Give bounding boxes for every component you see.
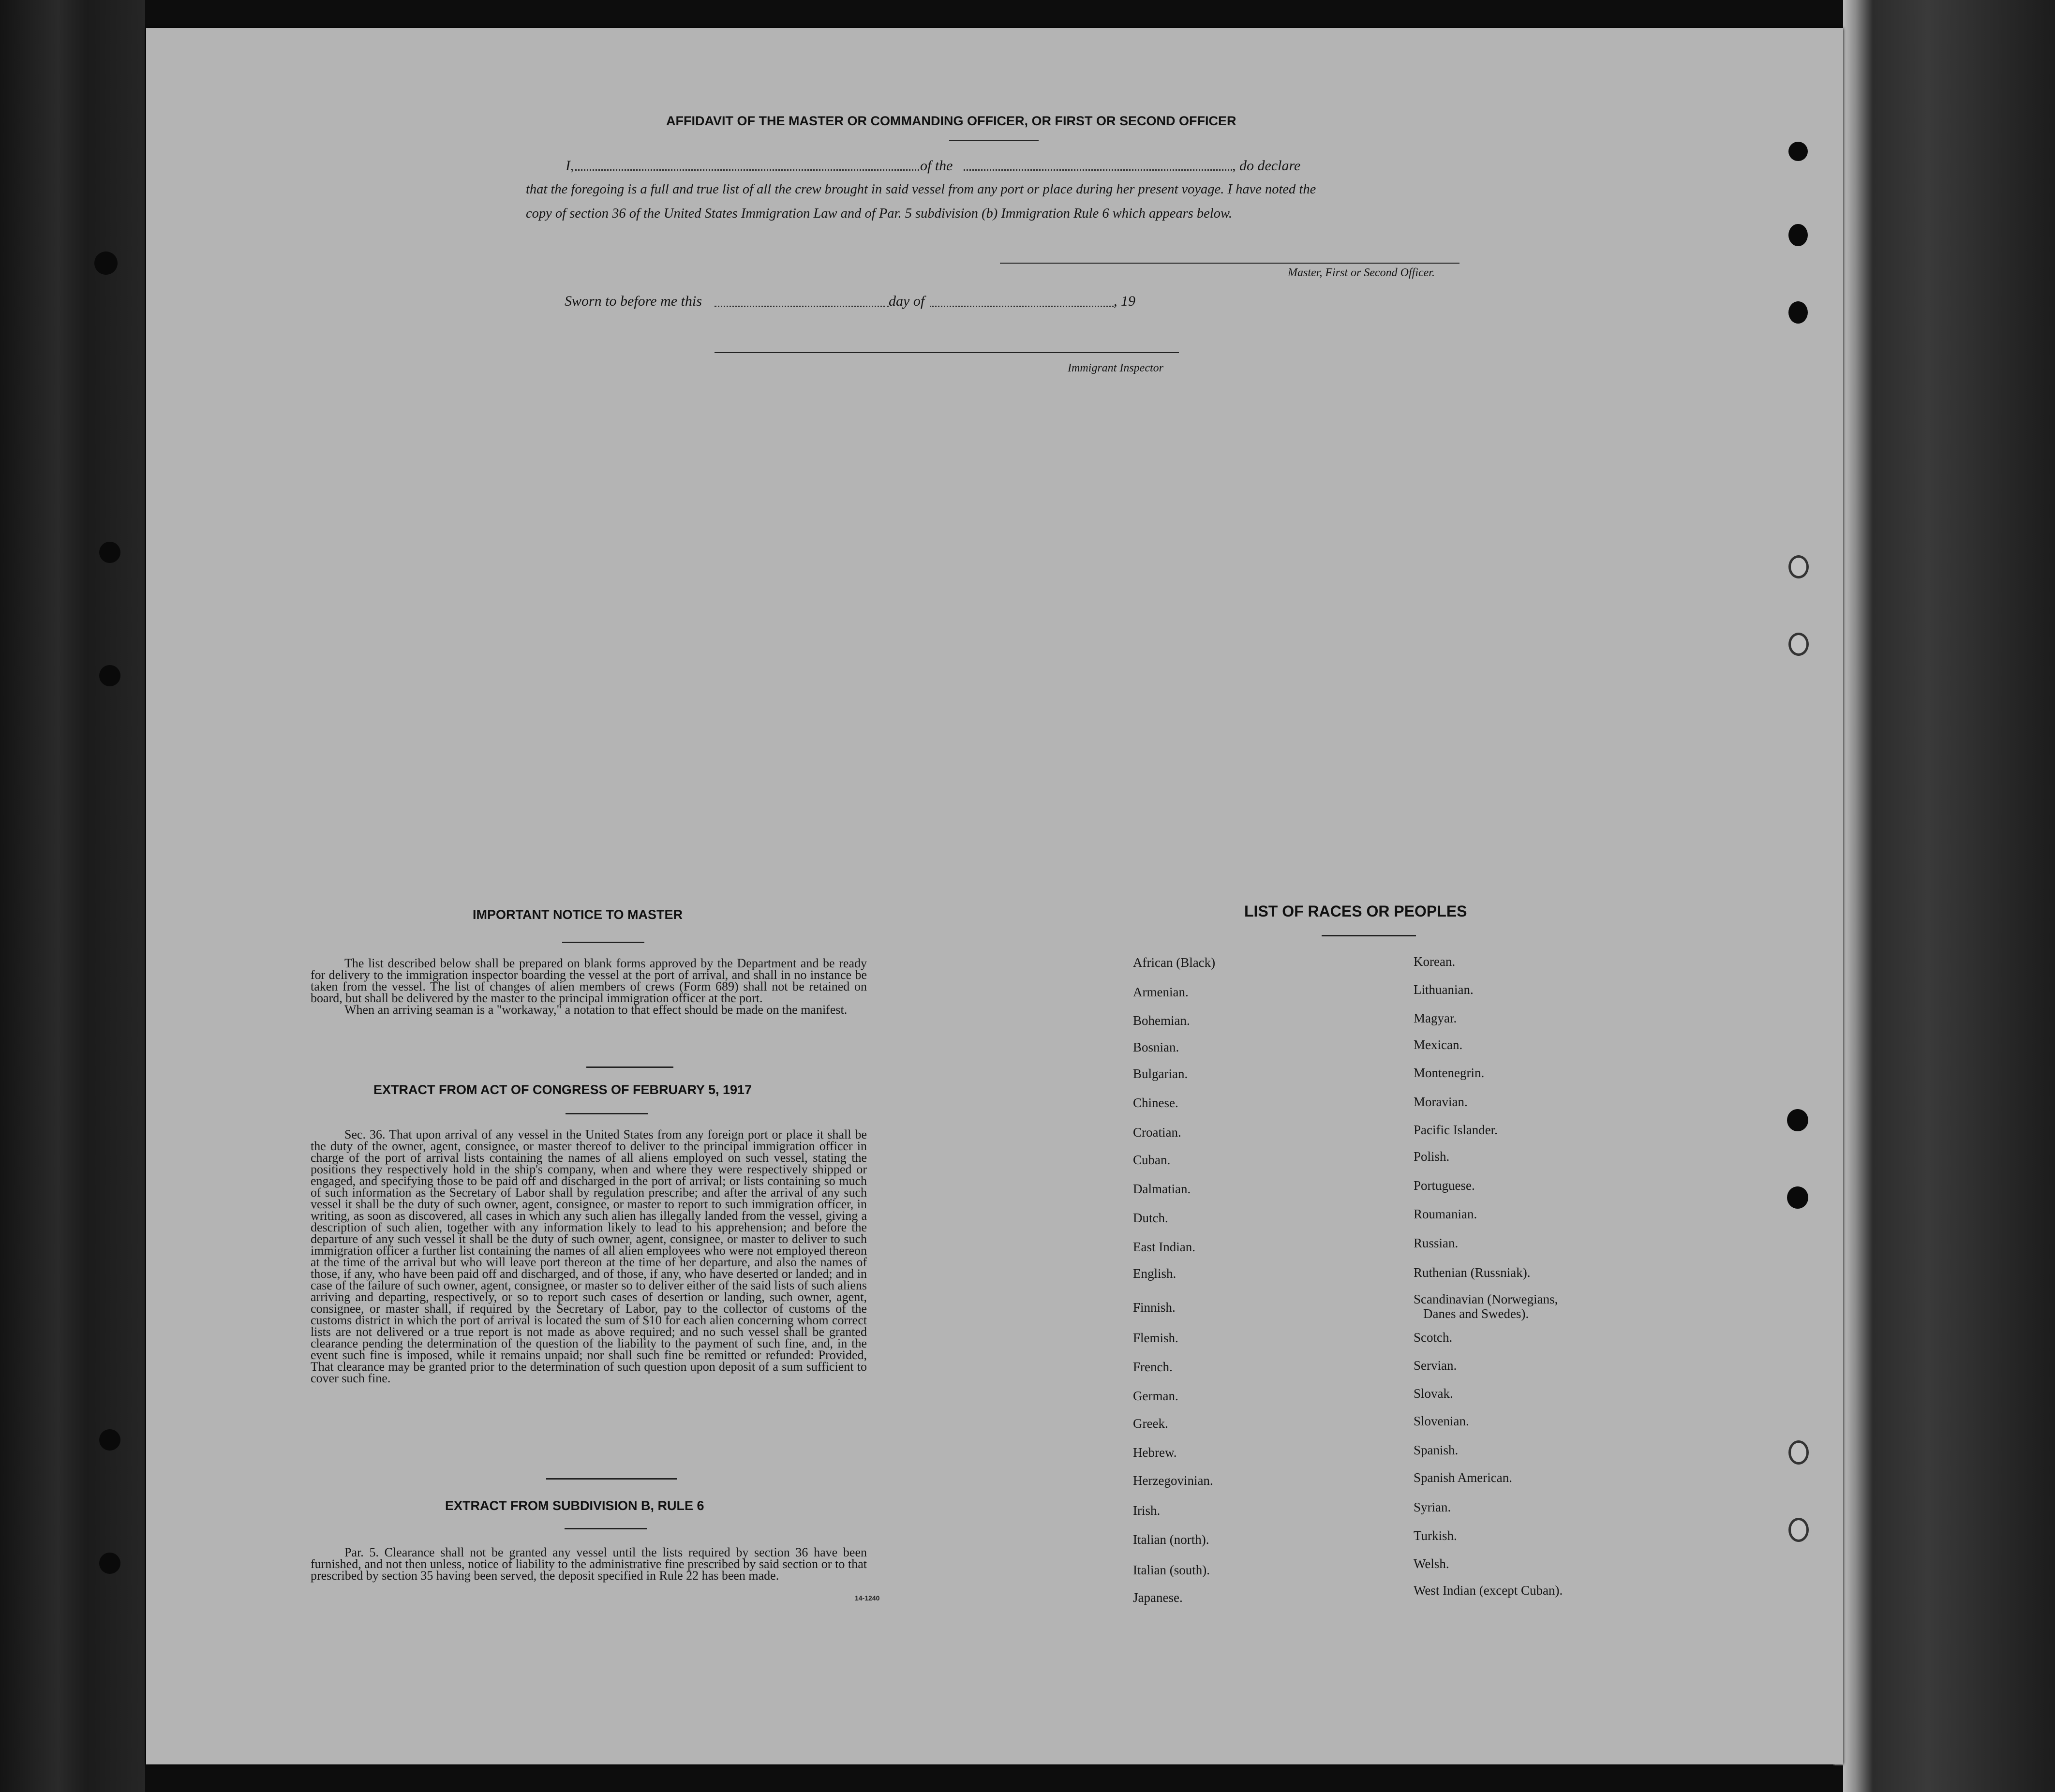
race-entry: Lithuanian. — [1414, 982, 1474, 997]
races-divider — [1322, 935, 1416, 936]
race-entry: English. — [1133, 1266, 1176, 1281]
punch-hole — [1788, 142, 1808, 161]
rule-divider — [565, 1528, 647, 1529]
act-divider — [566, 1113, 648, 1114]
race-entry: Syrian. — [1414, 1500, 1451, 1514]
section-divider — [586, 1066, 673, 1068]
year-label: , 19 — [1114, 293, 1135, 309]
race-entry: Roumanian. — [1414, 1207, 1477, 1221]
rule-text — [311, 1547, 867, 1582]
race-entry: Magyar. — [1414, 1011, 1457, 1025]
declarant-name-field[interactable] — [572, 169, 919, 171]
race-entry: Italian (south). — [1133, 1563, 1210, 1577]
notice-text — [311, 958, 867, 1016]
race-entry: Japanese. — [1133, 1590, 1183, 1605]
race-entry: Servian. — [1414, 1358, 1457, 1373]
binder-hole — [94, 252, 118, 275]
master-signature-line — [1000, 263, 1459, 264]
race-entry: Chinese. — [1133, 1096, 1178, 1110]
race-entry: Flemish. — [1133, 1331, 1178, 1345]
race-entry: Scandinavian (Norwegians, — [1414, 1292, 1558, 1306]
races-title: LIST OF RACES OR PEOPLES — [1244, 903, 1467, 920]
race-entry: Portuguese. — [1414, 1178, 1475, 1193]
section-divider — [546, 1478, 677, 1480]
race-entry: Finnish. — [1133, 1300, 1176, 1315]
race-entry: Scotch. — [1414, 1330, 1453, 1345]
inspector-signature-line — [715, 352, 1179, 353]
race-entry: Moravian. — [1414, 1095, 1468, 1109]
race-entry: East Indian. — [1133, 1240, 1195, 1254]
race-entry: Ruthenian (Russniak). — [1414, 1265, 1531, 1280]
act-text — [311, 1129, 867, 1384]
binder-left-edge — [0, 0, 145, 1792]
punch-hole — [1787, 1186, 1808, 1209]
declare-text: , do declare — [1232, 158, 1301, 174]
race-entry: Bulgarian. — [1133, 1066, 1188, 1081]
punch-hole — [1788, 301, 1808, 324]
manifest-page — [146, 28, 1843, 1764]
rule-paragraph-5: Par. 5. Clearance shall not be granted any vessel until the lists required by section 36 have been furnished, and not then unless, notice of liability to the administrative fine prescribed by said section or to that prescribed by section 35 having been served, the deposit specified in Rule 22 has been made. — [311, 1545, 867, 1583]
master-signature-caption: Master, First or Second Officer. — [1288, 267, 1435, 279]
binder-hole — [99, 1429, 120, 1451]
title-divider — [949, 140, 1039, 141]
race-entry: Montenegrin. — [1414, 1066, 1485, 1080]
notice-paragraph-1: The list described below shall be prepared on blank forms approved by the Department and be ready for delivery to the immigration inspector boarding the vessel at the port of arrival, and shall in no instance be taken from the vessel. The list of changes of alien members of crews (Form 689) shall not be retained on board, but shall be delivered by the master to the principal immigration officer at the port. — [311, 956, 867, 1005]
race-entry: Croatian. — [1133, 1125, 1181, 1140]
race-entry: Hebrew. — [1133, 1445, 1177, 1460]
inspector-caption: Immigrant Inspector — [1068, 362, 1163, 374]
declarant-label: I, — [566, 158, 574, 174]
race-entry: Korean. — [1414, 954, 1456, 969]
binder-right-edge — [1843, 0, 2055, 1792]
form-number: 14-1240 — [855, 1594, 880, 1602]
notice-divider — [562, 942, 644, 943]
race-entry: Polish. — [1414, 1149, 1450, 1164]
race-entry: West Indian (except Cuban). — [1414, 1583, 1563, 1598]
race-entry: German. — [1133, 1389, 1178, 1403]
race-entry: Slovak. — [1414, 1386, 1453, 1401]
race-entry: Italian (north). — [1133, 1532, 1209, 1547]
race-entry: Dalmatian. — [1133, 1182, 1191, 1196]
race-entry: Greek. — [1133, 1416, 1168, 1431]
vessel-name-field[interactable] — [964, 169, 1232, 171]
sworn-month-field[interactable] — [930, 306, 1114, 307]
affidavit-line-2: that the foregoing is a full and true list of all the crew brought in said vessel from any port or place during her present voyage. I have noted the — [526, 182, 1316, 197]
race-entry: Irish. — [1133, 1503, 1161, 1518]
punch-hole — [1788, 224, 1808, 246]
race-entry: Pacific Islander. — [1414, 1123, 1498, 1137]
affidavit-title: AFFIDAVIT OF THE MASTER OR COMMANDING OFFICER, OR FIRST OR SECOND OFFICER — [666, 114, 1236, 128]
race-entry: Bohemian. — [1133, 1013, 1190, 1028]
binder-hole — [99, 542, 120, 563]
race-entry: Dutch. — [1133, 1211, 1168, 1225]
race-entry: African (Black) — [1133, 955, 1216, 970]
race-entry: Cuban. — [1133, 1153, 1171, 1167]
notice-paragraph-2: When an arriving seaman is a "workaway," a notation to that effect should be made on the manifest. — [344, 1003, 848, 1017]
act-section-36: Sec. 36. That upon arrival of any vessel in the United States from any foreign port or place it shall be the duty of the owner, agent, consignee, or master thereof to deliver to the principal immigration officer in charge of the port of arrival lists containing the names of all aliens employed on such vessel, stating the positions they respectively hold in the ship's company, when and where they were respectively shipped or engaged, and specifying those to be paid off and discharged in the port of arrival; or lists containing so much of such information as the Secretary of Labor shall by regulation prescribe; and after the arrival of any such vessel it shall be the duty of such owner, agent, consignee, or master to report to such immigration officer, in writing, as soon as discovered, all cases in which any such alien has illegally landed from the vessel, giving a description of such alien, together with any information likely to lead to his apprehension; and before the departure of any such vessel it shall be the duty of such owner, agent, consignee, or master to deliver to such immigration officer a further list containing the names of all alien employees who were not employed thereon at the time of the arrival but who will leave port thereon at the time of her departure, and also the names of those, if any, who have been paid off and discharged, and of those, if any, who have deserted or landed; and in case of the failure of such owner, agent, consignee, or master so to deliver either of the said lists of such aliens arriving and departing, respectively, or so to report such cases of desertion or landing, such owner, agent, consignee, or master shall, if required by the Secretary of Labor, pay to the collector of customs of the customs district in which the port of arrival is located the sum of $10 for each alien concerning whom correct lists are not delivered or a true report is not made as above required; and no such vessel shall be granted clearance pending the determination of the question of the liability to the payment of such fine, and, in the event such fine is imposed, while it remains unpaid; nor shall such fine be remitted or refunded: Provided, That clearance may be granted prior to the determination of such question upon deposit of a sum sufficient to cover such fine. — [311, 1127, 867, 1385]
vessel-label: of the — [920, 158, 953, 174]
notice-title: IMPORTANT NOTICE TO MASTER — [473, 907, 683, 922]
race-entry: Turkish. — [1414, 1528, 1457, 1543]
race-entry: French. — [1133, 1360, 1173, 1374]
punch-hole — [1788, 1518, 1809, 1542]
sworn-label: Sworn to before me this — [565, 293, 702, 309]
affidavit-line-3: copy of section 36 of the United States Immigration Law and of Par. 5 subdivision (b) Immigration Rule 6 which appears below. — [526, 206, 1232, 221]
binder-hole — [99, 1553, 120, 1574]
race-entry: Danes and Swedes). — [1423, 1306, 1529, 1321]
race-entry: Mexican. — [1414, 1037, 1463, 1052]
race-entry: Spanish. — [1414, 1443, 1459, 1457]
race-entry: Herzegovinian. — [1133, 1473, 1213, 1488]
race-entry: Russian. — [1414, 1236, 1459, 1250]
act-title: EXTRACT FROM ACT OF CONGRESS OF FEBRUARY 5, 1917 — [373, 1082, 752, 1097]
punch-hole — [1788, 1440, 1809, 1465]
rule-title: EXTRACT FROM SUBDIVISION B, RULE 6 — [445, 1498, 704, 1513]
punch-hole — [1787, 1109, 1808, 1131]
race-entry: Slovenian. — [1414, 1414, 1469, 1428]
race-entry: Spanish American. — [1414, 1470, 1512, 1485]
day-of-label: day of — [889, 293, 925, 309]
sworn-day-field[interactable] — [715, 306, 889, 307]
race-entry: Bosnian. — [1133, 1040, 1179, 1054]
race-entry: Welsh. — [1414, 1556, 1449, 1571]
race-entry: Armenian. — [1133, 985, 1189, 999]
punch-hole — [1788, 633, 1809, 656]
punch-hole — [1788, 555, 1809, 578]
binder-hole — [99, 665, 120, 686]
